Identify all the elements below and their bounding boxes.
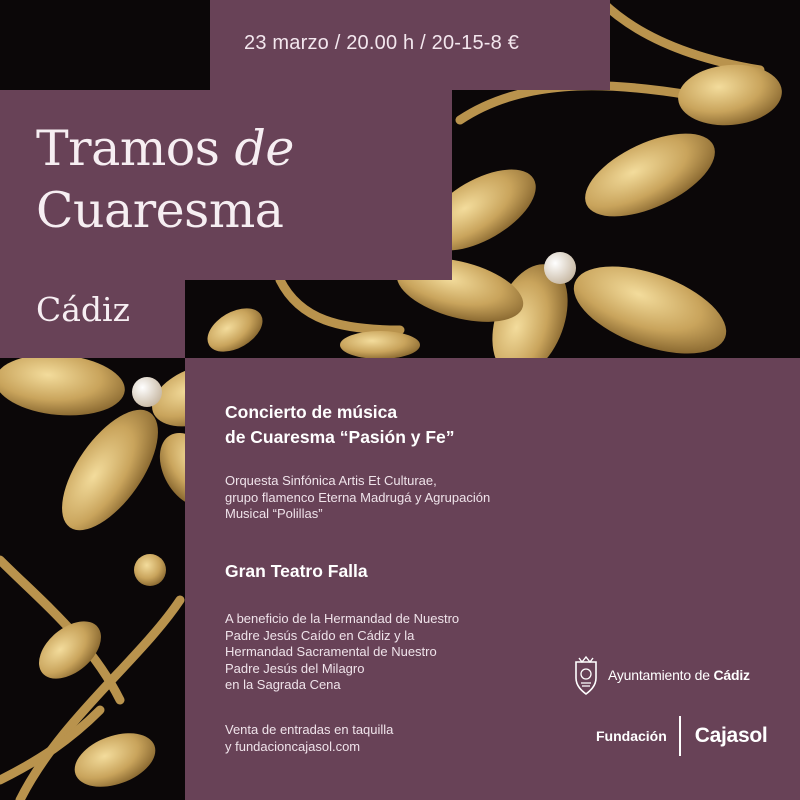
event-date: 23 marzo / 20.00 h / 20-15-8 € xyxy=(244,32,520,54)
ayuntamiento-name xyxy=(608,667,750,683)
venue-name: Gran Teatro Falla xyxy=(225,561,368,581)
city-crest-icon xyxy=(570,654,602,696)
concert-title-line1: Concierto de música xyxy=(225,402,398,422)
event-city: Cádiz xyxy=(36,290,130,329)
tickets-line: Venta de entradas en taquilla xyxy=(225,722,394,737)
fundacion-cajasol-logo xyxy=(596,716,767,756)
title-line1-italic: de xyxy=(234,120,294,177)
title-line2: Cuaresma xyxy=(36,182,284,239)
logo-divider xyxy=(679,716,681,756)
performers-line: Orquesta Sinfónica Artis Et Culturae, xyxy=(225,473,437,488)
concert-title-line2: de Cuaresma “Pasión y Fe” xyxy=(225,427,455,447)
benefit-line: Hermandad Sacramental de Nuestro xyxy=(225,644,437,659)
ayuntamiento-city: Cádiz xyxy=(713,667,750,683)
sequin-icon xyxy=(134,554,166,586)
performers-line: grupo flamenco Eterna Madrugá y Agrupación xyxy=(225,489,491,505)
benefit-line: A beneficio de la Hermandad de Nuestro xyxy=(225,611,460,626)
tickets-line: y fundacioncajasol.com xyxy=(225,738,361,754)
benefit-line: en la Sagrada Cena xyxy=(225,677,341,692)
benefit-line: Padre Jesús Caído en Cádiz y la xyxy=(225,627,415,643)
performers-text xyxy=(225,473,490,523)
performers-line: Musical “Polillas” xyxy=(225,506,323,521)
cajasol-brand: Cajasol xyxy=(694,724,768,747)
tickets-text xyxy=(225,722,393,755)
fundacion-label: Fundación xyxy=(596,728,667,744)
benefit-line: Padre Jesús del Milagro xyxy=(225,660,365,676)
title-line1-main: Tramos xyxy=(36,120,235,177)
benefit-text xyxy=(225,611,459,694)
ayuntamiento-logo xyxy=(570,654,750,696)
ayuntamiento-prefix: Ayuntamiento de xyxy=(608,667,714,683)
event-title xyxy=(36,118,294,242)
concert-title xyxy=(225,400,455,450)
